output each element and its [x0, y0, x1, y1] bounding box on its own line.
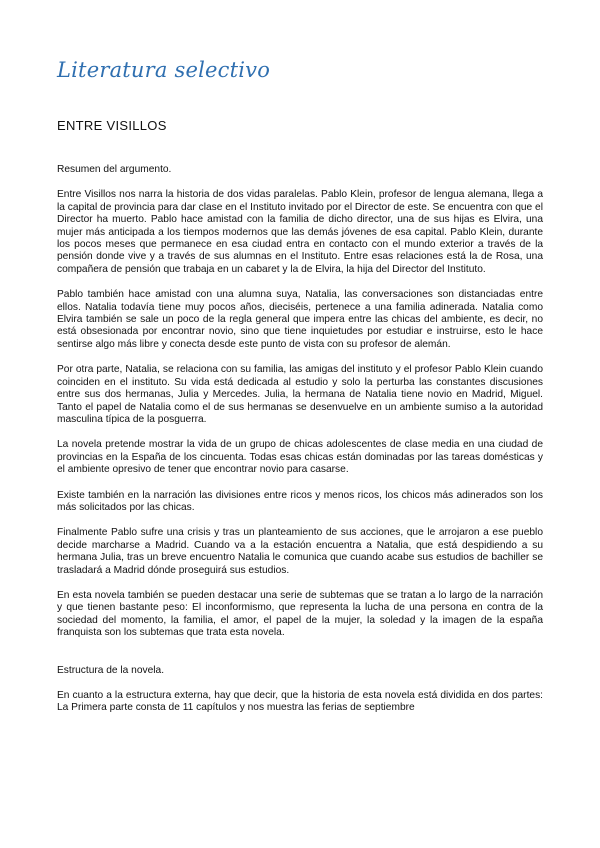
paragraph: Entre Visillos nos narra la historia de dos vidas paralelas. Pablo Klein, profesor de lengua alemana, llega a la capital de provincia para dar clase en el Instituto invitado por el Director de este. Se encuentra con que el Director ha muerto. Pablo hace amistad con la familia de dicho director, una de sus hijas es Elvira, una mujer más anticipada a los tiempos modernos que las demás jóvenes de esa capital. Pablo Klein, durante los pocos meses que permanece en esa ciudad entra en contacto con el mundo exterior a través de la pensión donde vive y a través de sus alumnas en el Instituto. Entre esas relaciones está la de Rosa, una compañera de pensión que trabaja en un cabaret y la de Elvira, la hija del Director del Instituto.	[57, 189, 543, 275]
section-heading-structure: Estructura de la novela.	[57, 664, 165, 676]
paragraph: Pablo también hace amistad con una alumna suya, Natalia, las conversaciones son distanciadas entre ellos. Natalia todavía tiene muy pocos años, dieciséis, pertenece a una familia adinerada. Natalia como Elvira también se sale un poco de la regla general que impera entre las chicas del ambiente, es decir, no está obsesionada por encontrar novio, sino que tiene inquietudes por estudiar e instruirse, esto le hace sentirse algo más libre y conecta desde este punto de vista con su profesor de alemán.	[57, 289, 543, 350]
paragraph: En esta novela también se pueden destacar una serie de subtemas que se tratan a lo largo de la narración y que tienen bastante peso: El inconformismo, que representa la lucha de una persona en contra de la sociedad del momento, la familia, el amor, el papel de la mujer, la soledad y la imagen de la españa franquista son los subtemas que trata esta novela.	[57, 589, 543, 639]
document-body	[57, 164, 543, 728]
section-heading-summary: Resumen del argumento.	[57, 164, 172, 175]
section-spacer	[57, 653, 543, 665]
paragraph: En cuanto a la estructura externa, hay que decir, que la historia de esta novela está dividida en dos partes: La Primera parte consta de 11 capítulos y nos muestra las ferias de septiembre	[57, 690, 543, 714]
paragraph: La novela pretende mostrar la vida de un grupo de chicas adolescentes de clase media en una ciudad de provincias en la España de los cincuenta. Todas esas chicas están dominadas por las tareas domésticas y el ambiente opresivo de tener que encontrar novio para casarse.	[57, 439, 543, 476]
paragraph: Por otra parte, Natalia, se relaciona con su familia, las amigas del instituto y el profesor Pablo Klein cuando coinciden en el instituto. Su vida está dedicada al estudio y solo la perturba las constantes discusiones entre sus dos hermanas, Julia y Mercedes. Julia, la hermana de Natalia tiene novio en Madrid, Miguel. Tanto el papel de Natalia como el de sus hermanas se desenvuelve en un ambiente sumiso a la autoridad masculina típica de la posguerra.	[57, 364, 543, 425]
document-title: ENTRE VISILLOS	[57, 118, 167, 133]
paragraph: Finalmente Pablo sufre una crisis y tras un planteamiento de sus acciones, que le arrojaron a ese pueblo decide marcharse a Madrid. Cuando va a la estación encuentra a Natalia, que está despidiendo a su hermana Julia, tras un breve encuentro Natalia le comunica que cuando acabe sus estudios de bachiller se trasladará a Madrid dónde proseguirá sus estudios.	[57, 527, 543, 576]
header-title: Literatura selectivo	[57, 58, 271, 82]
paragraph: Existe también en la narración las divisiones entre ricos y menos ricos, los chicos más adinerados son los más solicitados por las chicas.	[57, 489, 543, 513]
